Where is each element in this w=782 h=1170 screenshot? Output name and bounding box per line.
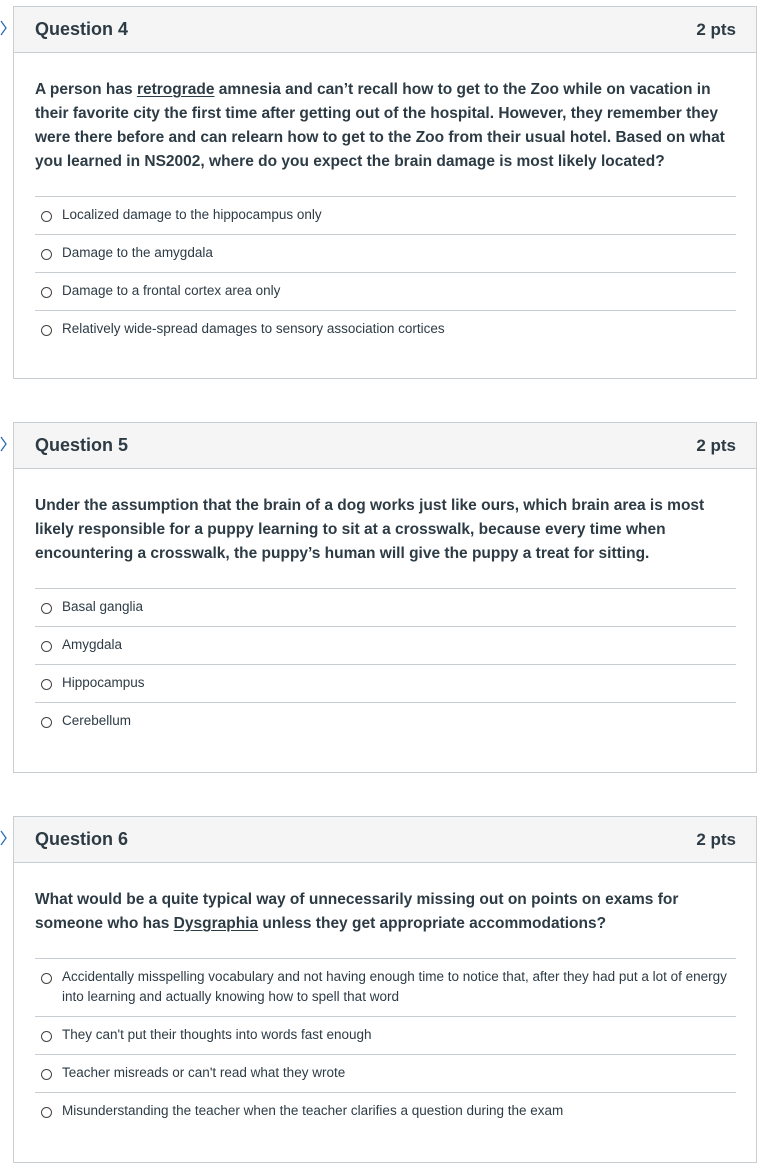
answer-option[interactable] [35, 703, 736, 741]
answer-label: Damage to a frontal cortex area only [62, 283, 281, 298]
radio-button[interactable] [41, 1107, 52, 1118]
question-body [14, 863, 756, 1131]
answer-option[interactable] [35, 1017, 736, 1055]
question-text: A person has retrograde amnesia and can’t recall how to get to the Zoo while on vacation in their favorite city the first time after getting out of the hospital. However, they remember they were there before and can relearn how to get to the Zoo from their usual hotel. Based on what you learned in NS2002, where do you expect the brain damage is most likely located? [35, 81, 725, 170]
radio-button[interactable] [41, 1069, 52, 1080]
question-header [14, 423, 756, 469]
answer-label: Cerebellum [62, 713, 132, 728]
radio-button[interactable] [41, 325, 52, 336]
answer-option[interactable] [35, 1093, 736, 1131]
radio-button[interactable] [41, 973, 52, 984]
question-6 [13, 816, 757, 1163]
radio-button[interactable] [41, 641, 52, 652]
question-points: 2 pts [696, 829, 736, 849]
radio-button[interactable] [41, 287, 52, 298]
answer-label: They can't put their thoughts into words fast enough [62, 1027, 372, 1042]
answer-label: Relatively wide-spread damages to sensory association cortices [62, 321, 445, 336]
question-flag-icon[interactable] [0, 20, 8, 36]
question-5 [13, 422, 757, 773]
question-body [14, 53, 756, 349]
question-text: Under the assumption that the brain of a dog works just like ours, which brain area is most likely responsible for a puppy learning to sit at a crosswalk, because every time when encountering a crosswalk, the puppy’s human will give the puppy a treat for sitting. [35, 497, 705, 562]
radio-button[interactable] [41, 249, 52, 260]
answer-label: Teacher misreads or can't read what they wrote [62, 1065, 346, 1080]
answer-label: Hippocampus [62, 675, 145, 690]
answer-option[interactable] [35, 273, 736, 311]
question-points: 2 pts [696, 19, 736, 39]
radio-button[interactable] [41, 1031, 52, 1042]
answer-option[interactable] [35, 959, 736, 1017]
answer-label: Misunderstanding the teacher when the teacher clarifies a question during the exam [62, 1103, 564, 1118]
question-body [14, 469, 756, 741]
term-link: Dysgraphia [173, 915, 259, 932]
answer-option[interactable] [35, 235, 736, 273]
question-title: Question 5 [35, 435, 129, 455]
answer-list [35, 958, 736, 1131]
term-link: retrograde [136, 81, 215, 98]
answer-option[interactable] [35, 1055, 736, 1093]
question-flag-icon[interactable] [0, 830, 8, 846]
answer-option[interactable] [35, 665, 736, 703]
question-title: Question 6 [35, 829, 129, 849]
question-title: Question 4 [35, 19, 129, 39]
radio-button[interactable] [41, 211, 52, 222]
question-header [14, 817, 756, 863]
answer-label: Basal ganglia [62, 599, 144, 614]
question-header [14, 7, 756, 53]
answer-option[interactable] [35, 627, 736, 665]
question-4 [13, 6, 757, 379]
answer-option[interactable] [35, 589, 736, 627]
answer-option[interactable] [35, 197, 736, 235]
question-flag-icon[interactable] [0, 436, 8, 452]
answer-label: Amygdala [62, 637, 123, 652]
radio-button[interactable] [41, 717, 52, 728]
question-points: 2 pts [696, 435, 736, 455]
answer-label: Localized damage to the hippocampus only [62, 207, 322, 222]
answer-option[interactable] [35, 311, 736, 349]
answer-list [35, 196, 736, 349]
answer-label: Accidentally misspelling vocabulary and not having enough time to notice that, after they had put a lot of energy into learning and actually knowing how to spell that word [62, 969, 727, 1004]
question-text: What would be a quite typical way of unnecessarily missing out on points on exams for someone who has Dysgraphia unless they get appropriate accommodations? [35, 891, 679, 932]
radio-button[interactable] [41, 679, 52, 690]
answer-label: Damage to the amygdala [62, 245, 213, 260]
radio-button[interactable] [41, 603, 52, 614]
answer-list [35, 588, 736, 741]
